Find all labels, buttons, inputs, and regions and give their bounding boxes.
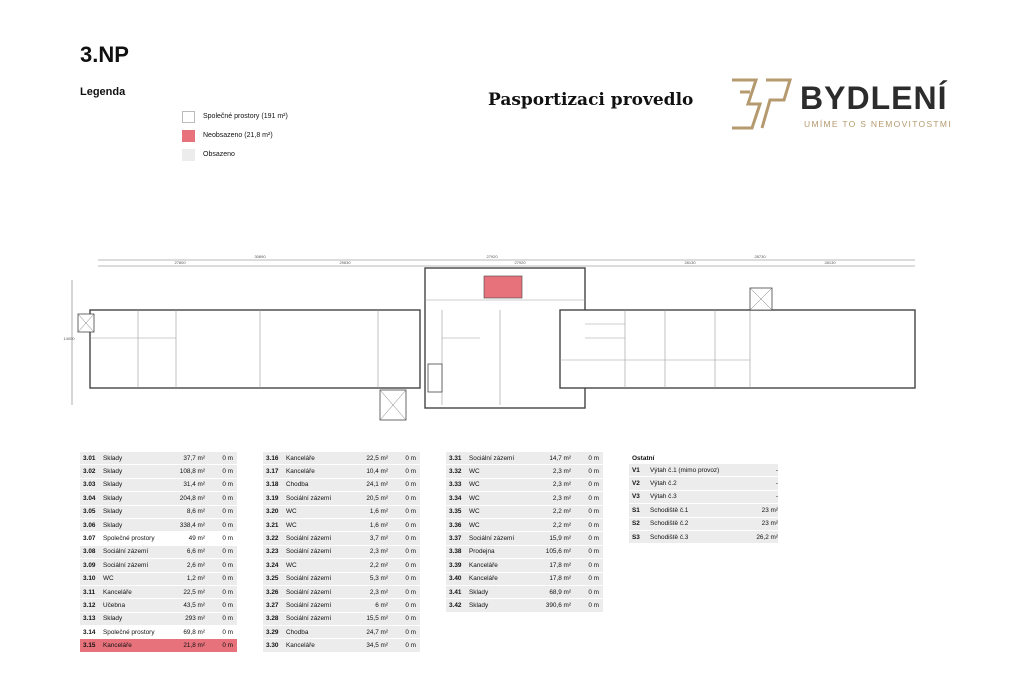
room-name: Sociální zázemí bbox=[286, 588, 332, 596]
room-area: 10,4 m² bbox=[366, 468, 388, 476]
other-name: Výtah č.2 bbox=[650, 480, 677, 488]
other-name: Schodiště č.3 bbox=[650, 533, 689, 541]
room-id: 3.01 bbox=[83, 454, 96, 462]
room-id: 3.40 bbox=[449, 575, 462, 583]
room-height: 0 m bbox=[588, 481, 599, 489]
room-id: 3.06 bbox=[83, 521, 96, 529]
room-area: 22,5 m² bbox=[183, 588, 205, 596]
legend-swatch bbox=[182, 111, 195, 123]
other-row bbox=[629, 531, 778, 544]
rooms-table-1 bbox=[80, 452, 237, 653]
room-name: Sklady bbox=[103, 494, 123, 502]
room-area: 69,8 m² bbox=[183, 628, 205, 636]
other-area: 23 m² bbox=[761, 520, 778, 528]
room-id: 3.08 bbox=[83, 548, 96, 556]
other-row bbox=[629, 518, 778, 531]
room-name: Sociální zázemí bbox=[469, 454, 515, 462]
room-id: 3.37 bbox=[449, 535, 462, 543]
vacant-office-3-15 bbox=[484, 276, 522, 298]
room-height: 0 m bbox=[588, 494, 599, 502]
rooms-table-2 bbox=[263, 452, 420, 653]
room-id: 3.26 bbox=[266, 588, 279, 596]
room-name: WC bbox=[103, 575, 114, 583]
room-height: 0 m bbox=[405, 548, 416, 556]
other-row bbox=[629, 504, 778, 517]
room-row bbox=[80, 492, 237, 505]
room-name: Sklady bbox=[103, 508, 123, 516]
room-name: WC bbox=[286, 521, 297, 529]
room-row bbox=[263, 573, 420, 586]
room-area: 24,7 m² bbox=[366, 628, 388, 636]
other-area: - bbox=[775, 480, 778, 488]
room-height: 0 m bbox=[222, 575, 233, 583]
room-id: 3.16 bbox=[266, 454, 279, 462]
legend-title: Legenda bbox=[80, 86, 126, 98]
room-area: 5,3 m² bbox=[369, 575, 388, 583]
room-name: Sklady bbox=[469, 588, 489, 596]
other-id: V1 bbox=[632, 466, 640, 474]
room-id: 3.39 bbox=[449, 561, 462, 569]
other-area: 23 m² bbox=[761, 506, 778, 514]
room-area: 293 m² bbox=[185, 615, 205, 623]
room-area: 8,6 m² bbox=[186, 508, 205, 516]
room-height: 0 m bbox=[222, 454, 233, 462]
room-area: 2,3 m² bbox=[369, 588, 388, 596]
legend-item-vacant bbox=[182, 129, 273, 142]
room-row bbox=[80, 626, 237, 639]
legend-label: Obsazeno bbox=[203, 151, 235, 158]
room-area: 21,8 m² bbox=[183, 642, 205, 650]
room-row bbox=[80, 613, 237, 626]
room-row bbox=[263, 559, 420, 572]
room-name: WC bbox=[469, 521, 480, 529]
room-name: Sklady bbox=[103, 521, 123, 529]
other-name: Výtah č.3 bbox=[650, 493, 677, 501]
dim-label: 28130 bbox=[824, 260, 836, 265]
room-row bbox=[263, 452, 420, 465]
room-id: 3.32 bbox=[449, 468, 462, 476]
other-name: Schodiště č.2 bbox=[650, 520, 689, 528]
room-name: WC bbox=[469, 481, 480, 489]
room-id: 3.31 bbox=[449, 454, 462, 462]
room-area: 2,3 m² bbox=[552, 468, 571, 476]
room-area: 68,9 m² bbox=[549, 588, 571, 596]
room-id: 3.03 bbox=[83, 481, 96, 489]
room-name: Sociální zázemí bbox=[103, 548, 149, 556]
dim-label: 27800 bbox=[174, 260, 186, 265]
legend-item-occupied bbox=[182, 148, 235, 161]
room-height: 0 m bbox=[405, 481, 416, 489]
room-row bbox=[263, 519, 420, 532]
room-row bbox=[263, 506, 420, 519]
room-area: 17,8 m² bbox=[549, 561, 571, 569]
room-row bbox=[263, 586, 420, 599]
room-name: Sociální zázemí bbox=[286, 548, 332, 556]
room-id: 3.07 bbox=[83, 535, 96, 543]
room-height: 0 m bbox=[588, 468, 599, 476]
room-height: 0 m bbox=[405, 494, 416, 502]
room-height: 0 m bbox=[405, 588, 416, 596]
room-name: Kanceláře bbox=[286, 468, 315, 476]
room-name: Chodba bbox=[286, 628, 309, 636]
room-row bbox=[446, 573, 603, 586]
room-name: WC bbox=[286, 508, 297, 516]
room-height: 0 m bbox=[222, 521, 233, 529]
room-name: Kanceláře bbox=[469, 561, 498, 569]
room-name: Společné prostory bbox=[103, 535, 155, 543]
room-height: 0 m bbox=[405, 561, 416, 569]
room-area: 37,7 m² bbox=[183, 454, 205, 462]
room-height: 0 m bbox=[405, 468, 416, 476]
room-row bbox=[263, 492, 420, 505]
room-id: 3.33 bbox=[449, 481, 462, 489]
room-height: 0 m bbox=[588, 548, 599, 556]
room-area: 20,5 m² bbox=[366, 494, 388, 502]
room-row bbox=[446, 519, 603, 532]
room-id: 3.12 bbox=[83, 601, 96, 609]
room-height: 0 m bbox=[222, 601, 233, 609]
room-id: 3.04 bbox=[83, 494, 96, 502]
room-row bbox=[446, 465, 603, 478]
room-name: WC bbox=[286, 561, 297, 569]
room-height: 0 m bbox=[222, 561, 233, 569]
room-row bbox=[80, 506, 237, 519]
room-row bbox=[263, 599, 420, 612]
other-name: Schodiště č.1 bbox=[650, 506, 689, 514]
room-height: 0 m bbox=[222, 588, 233, 596]
room-row bbox=[263, 532, 420, 545]
room-height: 0 m bbox=[405, 454, 416, 462]
room-id: 3.13 bbox=[83, 615, 96, 623]
legend-item-shared bbox=[182, 110, 288, 123]
legend-label: Společné prostory (191 m²) bbox=[203, 113, 288, 120]
room-name: WC bbox=[469, 508, 480, 516]
room-id: 3.14 bbox=[83, 628, 96, 636]
room-id: 3.24 bbox=[266, 561, 279, 569]
room-row bbox=[446, 532, 603, 545]
room-area: 2,2 m² bbox=[552, 521, 571, 529]
room-row bbox=[263, 613, 420, 626]
other-area: - bbox=[775, 466, 778, 474]
room-height: 0 m bbox=[405, 508, 416, 516]
room-area: 6 m² bbox=[375, 601, 388, 609]
other-area: 26,2 m² bbox=[756, 533, 778, 541]
dim-label: 27920 bbox=[486, 254, 498, 259]
room-area: 31,4 m² bbox=[183, 481, 205, 489]
room-height: 0 m bbox=[405, 575, 416, 583]
room-area: 2,2 m² bbox=[552, 508, 571, 516]
room-name: Sociální zázemí bbox=[286, 601, 332, 609]
room-area: 2,3 m² bbox=[552, 481, 571, 489]
room-name: Chodba bbox=[286, 481, 309, 489]
dim-label: 27920 bbox=[514, 260, 526, 265]
room-id: 3.21 bbox=[266, 521, 279, 529]
room-area: 15,5 m² bbox=[366, 615, 388, 623]
room-id: 3.35 bbox=[449, 508, 462, 516]
room-row bbox=[263, 465, 420, 478]
room-height: 0 m bbox=[222, 468, 233, 476]
room-height: 0 m bbox=[588, 535, 599, 543]
room-name: Sociální zázemí bbox=[103, 561, 149, 569]
room-name: Kanceláře bbox=[103, 588, 132, 596]
room-row bbox=[446, 546, 603, 559]
room-height: 0 m bbox=[405, 615, 416, 623]
room-name: Učebna bbox=[103, 601, 126, 609]
room-area: 43,5 m² bbox=[183, 601, 205, 609]
room-area: 14,7 m² bbox=[549, 454, 571, 462]
room-id: 3.18 bbox=[266, 481, 279, 489]
room-row bbox=[80, 452, 237, 465]
other-id: S1 bbox=[632, 506, 640, 514]
brand-slogan: UMÍME TO S NEMOVITOSTMI bbox=[804, 119, 952, 129]
room-height: 0 m bbox=[588, 588, 599, 596]
room-area: 6,6 m² bbox=[186, 548, 205, 556]
room-name: Sociální zázemí bbox=[286, 535, 332, 543]
room-id: 3.19 bbox=[266, 494, 279, 502]
room-area: 105,6 m² bbox=[545, 548, 571, 556]
dim-label: 28130 bbox=[684, 260, 696, 265]
room-area: 2,2 m² bbox=[369, 561, 388, 569]
room-height: 0 m bbox=[405, 601, 416, 609]
room-area: 49 m² bbox=[188, 535, 205, 543]
room-row bbox=[263, 639, 420, 652]
room-height: 0 m bbox=[405, 642, 416, 650]
room-height: 0 m bbox=[405, 535, 416, 543]
room-name: WC bbox=[469, 494, 480, 502]
room-height: 0 m bbox=[222, 615, 233, 623]
room-area: 2,3 m² bbox=[552, 494, 571, 502]
room-row bbox=[446, 559, 603, 572]
room-name: Sklady bbox=[103, 468, 123, 476]
room-area: 1,6 m² bbox=[369, 521, 388, 529]
room-height: 0 m bbox=[405, 521, 416, 529]
other-area: - bbox=[775, 493, 778, 501]
room-name: Společné prostory bbox=[103, 628, 155, 636]
room-row bbox=[80, 559, 237, 572]
room-height: 0 m bbox=[222, 535, 233, 543]
room-id: 3.27 bbox=[266, 601, 279, 609]
room-name: Sklady bbox=[103, 454, 123, 462]
room-id: 3.38 bbox=[449, 548, 462, 556]
room-row bbox=[446, 479, 603, 492]
legend-label: Neobsazeno (21,8 m²) bbox=[203, 132, 273, 139]
room-height: 0 m bbox=[588, 575, 599, 583]
room-name: Kanceláře bbox=[286, 642, 315, 650]
room-area: 34,5 m² bbox=[366, 642, 388, 650]
other-id: S2 bbox=[632, 520, 640, 528]
room-area: 22,5 m² bbox=[366, 454, 388, 462]
room-area: 390,6 m² bbox=[545, 601, 571, 609]
room-area: 15,9 m² bbox=[549, 535, 571, 543]
room-name: Sklady bbox=[469, 601, 489, 609]
room-id: 3.05 bbox=[83, 508, 96, 516]
room-height: 0 m bbox=[588, 521, 599, 529]
room-id: 3.34 bbox=[449, 494, 462, 502]
room-height: 0 m bbox=[588, 601, 599, 609]
room-id: 3.22 bbox=[266, 535, 279, 543]
room-name: Sklady bbox=[103, 615, 123, 623]
room-id: 3.15 bbox=[83, 642, 96, 650]
room-id: 3.30 bbox=[266, 642, 279, 650]
room-id: 3.36 bbox=[449, 521, 462, 529]
other-name: Výtah č.1 (mimo provoz) bbox=[650, 466, 720, 474]
page-title: 3.NP bbox=[80, 42, 129, 67]
other-table-heading: Ostatní bbox=[632, 454, 655, 462]
room-area: 108,8 m² bbox=[179, 468, 205, 476]
other-row bbox=[629, 464, 778, 477]
room-name: WC bbox=[469, 468, 480, 476]
room-id: 3.28 bbox=[266, 615, 279, 623]
room-id: 3.17 bbox=[266, 468, 279, 476]
room-name: Kanceláře bbox=[103, 642, 132, 650]
floor-plan bbox=[60, 240, 930, 430]
room-id: 3.29 bbox=[266, 628, 279, 636]
room-height: 0 m bbox=[588, 454, 599, 462]
room-row bbox=[446, 599, 603, 612]
room-height: 0 m bbox=[405, 628, 416, 636]
room-height: 0 m bbox=[222, 628, 233, 636]
dim-label: 14000 bbox=[63, 336, 75, 341]
other-row bbox=[629, 477, 778, 490]
other-id: V2 bbox=[632, 480, 640, 488]
room-height: 0 m bbox=[222, 548, 233, 556]
room-id: 3.41 bbox=[449, 588, 462, 596]
room-id: 3.10 bbox=[83, 575, 96, 583]
room-height: 0 m bbox=[588, 561, 599, 569]
other-table bbox=[629, 452, 778, 544]
room-row bbox=[80, 519, 237, 532]
room-row bbox=[446, 506, 603, 519]
room-area: 1,6 m² bbox=[369, 508, 388, 516]
room-id: 3.23 bbox=[266, 548, 279, 556]
room-name: Sociální zázemí bbox=[469, 535, 515, 543]
room-name: Sociální zázemí bbox=[286, 575, 332, 583]
room-row bbox=[263, 546, 420, 559]
pasport-heading: Pasportizaci provedlo bbox=[488, 90, 694, 110]
room-id: 3.42 bbox=[449, 601, 462, 609]
room-row bbox=[446, 452, 603, 465]
room-area: 204,8 m² bbox=[179, 494, 205, 502]
room-area: 338,4 m² bbox=[179, 521, 205, 529]
room-id: 3.25 bbox=[266, 575, 279, 583]
legend-swatch bbox=[182, 130, 195, 142]
other-id: V3 bbox=[632, 493, 640, 501]
room-name: Prodejna bbox=[469, 548, 495, 556]
room-row bbox=[80, 639, 237, 652]
room-name: Kanceláře bbox=[286, 454, 315, 462]
room-id: 3.20 bbox=[266, 508, 279, 516]
room-id: 3.09 bbox=[83, 561, 96, 569]
room-area: 1,2 m² bbox=[186, 575, 205, 583]
room-name: Sociální zázemí bbox=[286, 494, 332, 502]
room-row bbox=[80, 546, 237, 559]
room-height: 0 m bbox=[588, 508, 599, 516]
room-row bbox=[80, 586, 237, 599]
legend-swatch bbox=[182, 149, 195, 161]
room-area: 2,6 m² bbox=[186, 561, 205, 569]
dim-label: 29630 bbox=[339, 260, 351, 265]
room-row bbox=[446, 586, 603, 599]
room-row bbox=[263, 479, 420, 492]
room-area: 17,8 m² bbox=[549, 575, 571, 583]
room-row bbox=[80, 479, 237, 492]
brand-name: BYDLENÍ bbox=[800, 80, 948, 116]
other-id: S3 bbox=[632, 533, 640, 541]
room-row bbox=[80, 573, 237, 586]
dim-label: 28730 bbox=[754, 254, 766, 259]
room-height: 0 m bbox=[222, 481, 233, 489]
room-row bbox=[446, 492, 603, 505]
room-area: 2,3 m² bbox=[369, 548, 388, 556]
room-height: 0 m bbox=[222, 642, 233, 650]
room-row bbox=[263, 626, 420, 639]
other-row bbox=[629, 491, 778, 504]
room-area: 24,1 m² bbox=[366, 481, 388, 489]
room-height: 0 m bbox=[222, 494, 233, 502]
room-name: Sociální zázemí bbox=[286, 615, 332, 623]
dim-label: 30890 bbox=[254, 254, 266, 259]
rooms-table-3 bbox=[446, 452, 603, 613]
room-area: 3,7 m² bbox=[369, 535, 388, 543]
room-row bbox=[80, 599, 237, 612]
room-row bbox=[80, 532, 237, 545]
room-id: 3.11 bbox=[83, 588, 96, 596]
room-row bbox=[80, 465, 237, 478]
room-name: Kanceláře bbox=[469, 575, 498, 583]
room-height: 0 m bbox=[222, 508, 233, 516]
room-name: Sklady bbox=[103, 481, 123, 489]
room-id: 3.02 bbox=[83, 468, 96, 476]
